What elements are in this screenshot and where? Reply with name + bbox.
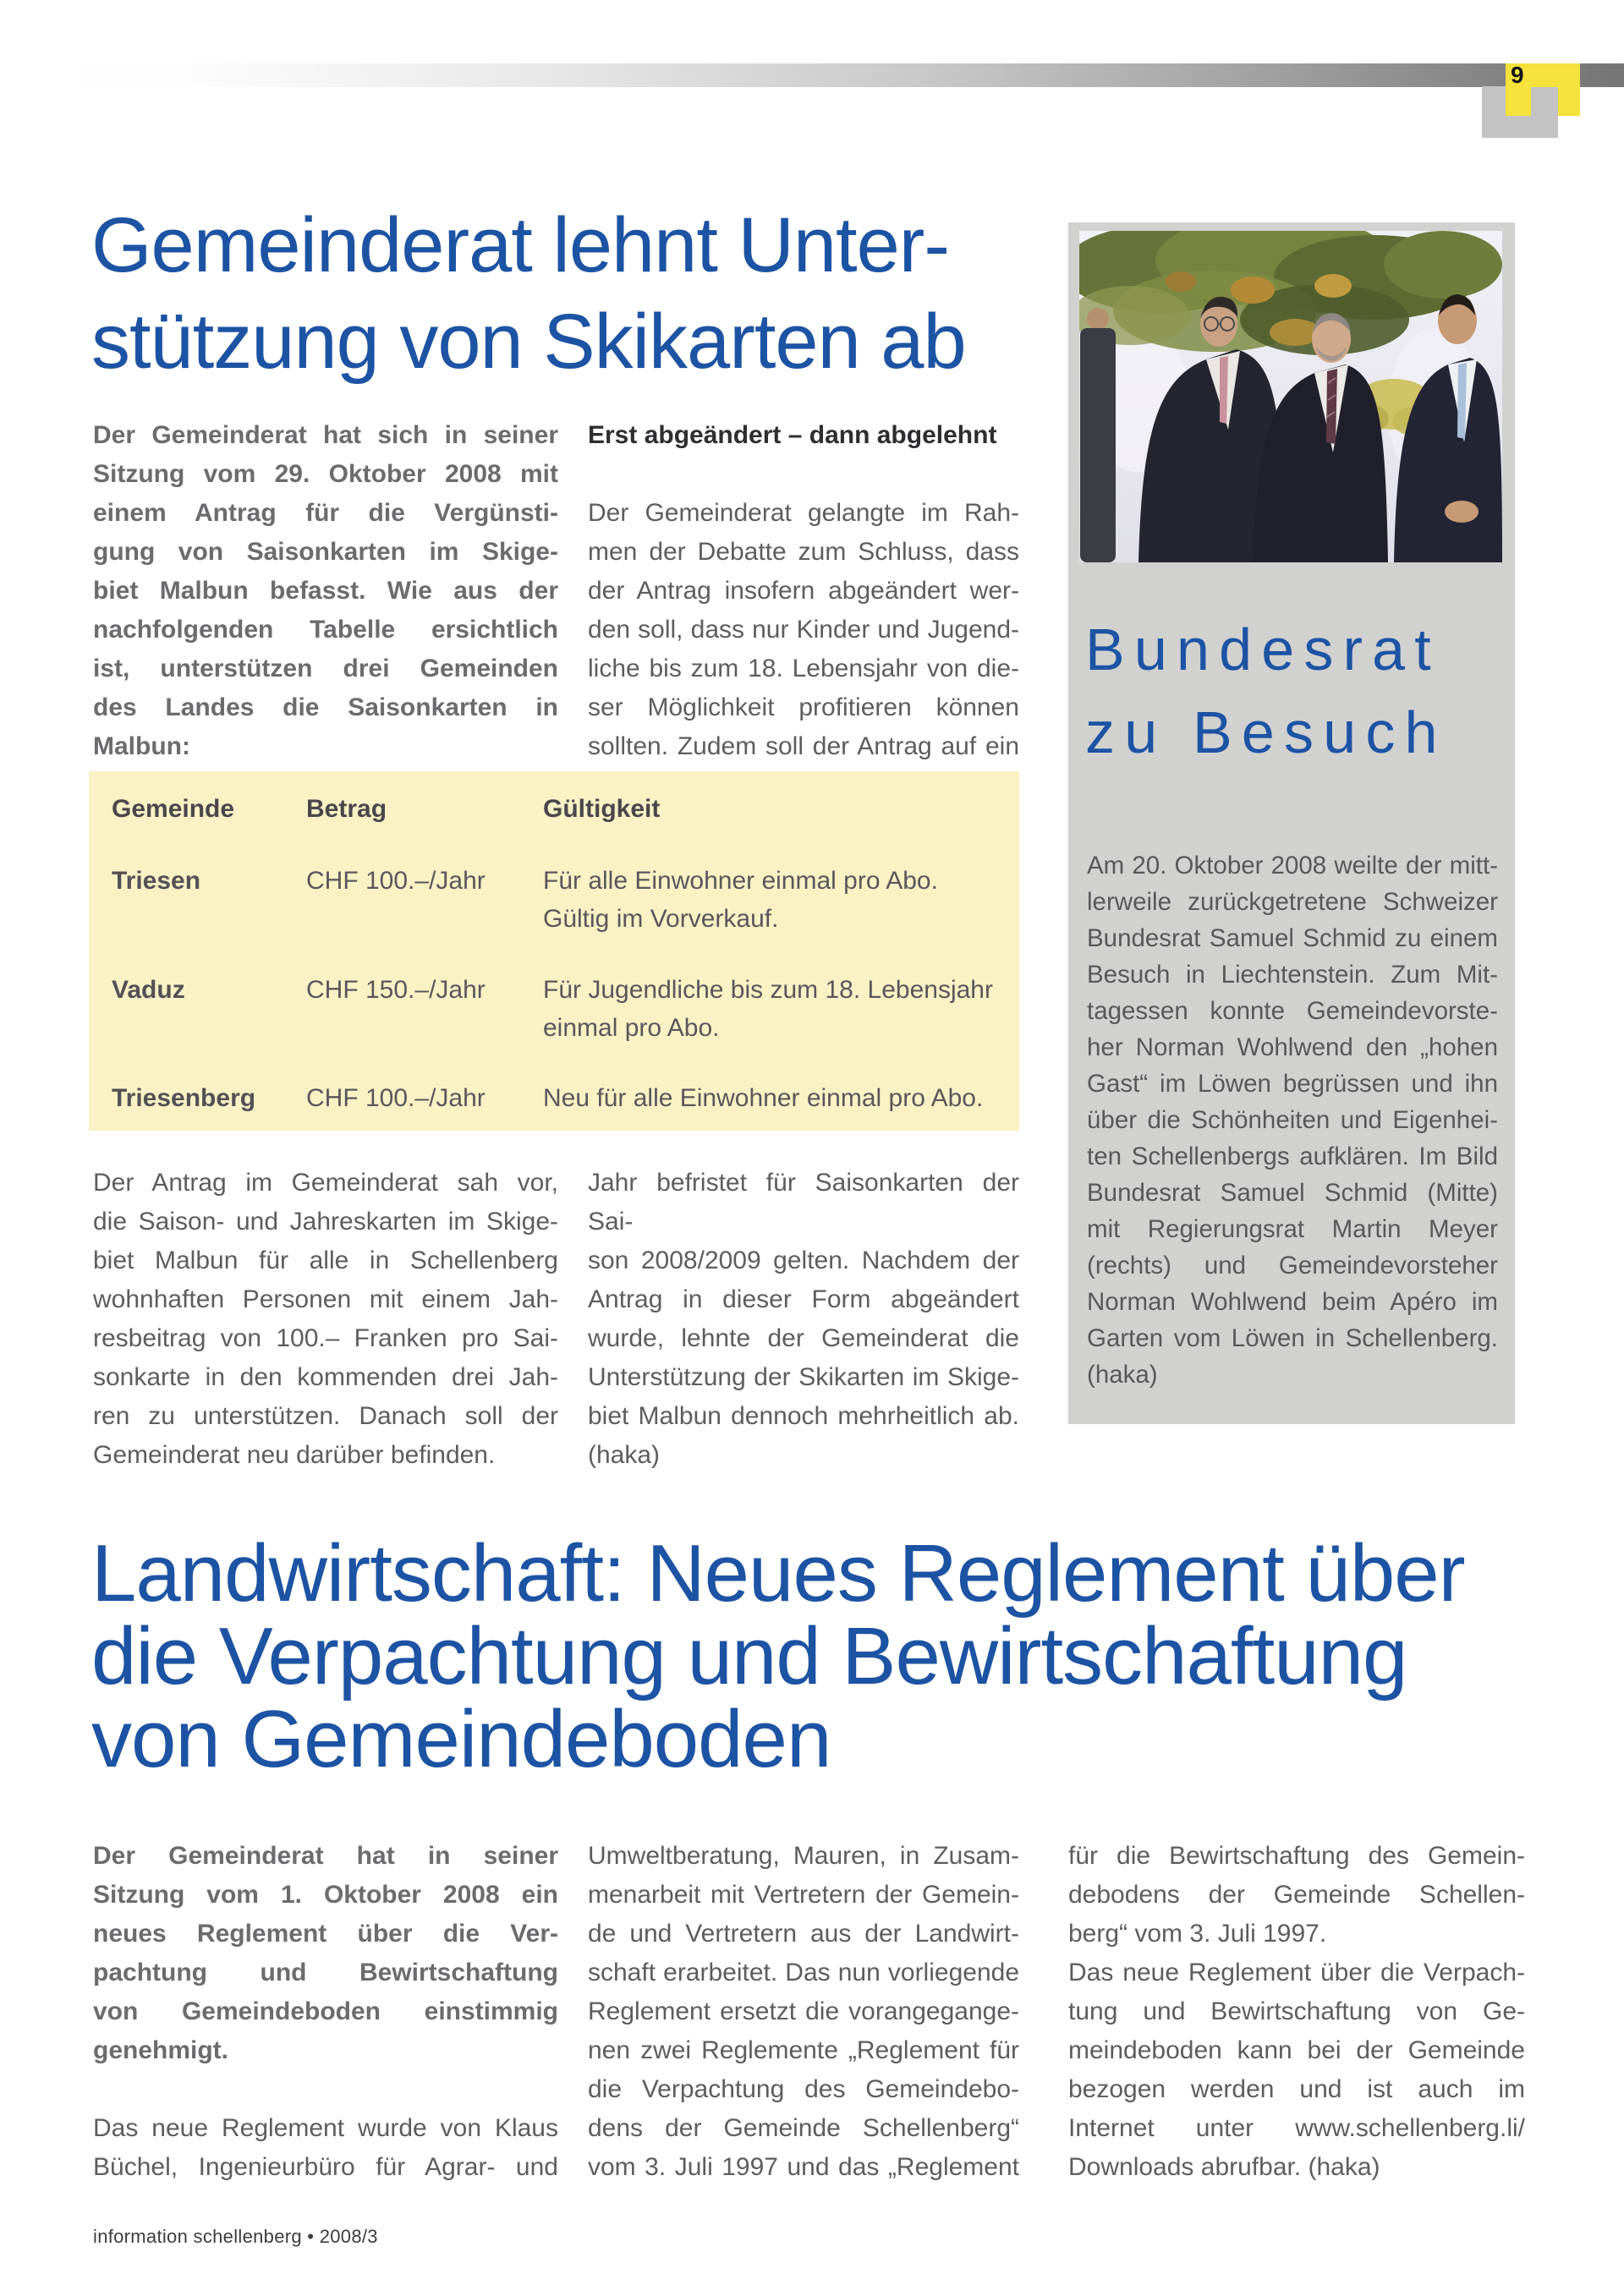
text-line: debodens der Gemeinde Schellen- [1068, 1881, 1525, 1909]
article2-col3-paragraphs [1068, 1837, 1525, 2187]
text-line: einem Antrag für die Vergünsti- [93, 499, 558, 527]
text-line: Das neue Reglement wurde von Klaus [93, 2114, 558, 2142]
article1-col2-paragraph2 [588, 1164, 1019, 1475]
paragraph [1068, 1837, 1525, 1954]
page-number-tab-right [1558, 87, 1580, 116]
text-line: Umweltberatung, Mauren, in Zusam- [588, 1842, 1019, 1870]
text-line: genehmigt. [93, 2036, 229, 2064]
text-line: liche bis zum 18. Lebensjahr von die- [588, 655, 1019, 682]
text-line: Sitzung vom 29. Oktober 2008 mit [93, 460, 558, 488]
text-line: neues Reglement über die Ver- [93, 1920, 558, 1948]
text-line: Der Antrag im Gemeinderat sah vor, [93, 1169, 558, 1197]
text-line: Jahr befristet für Saisonkarten der Sai- [588, 1169, 1019, 1236]
table-cell-gemeinde: Triesen [112, 867, 201, 895]
headline-line: die Verpachtung und Bewirtschaftung [91, 1611, 1407, 1701]
text-line: tagessen konnte Gemeindevorste- [1087, 997, 1498, 1025]
paragraph [1068, 1954, 1525, 2187]
text-line: ren zu unterstützen. Danach soll der [93, 1402, 558, 1430]
text-line: von Gemeindeboden einstimmig [93, 1997, 558, 2025]
table-cell-gueltigkeit [543, 1079, 1000, 1117]
table-cell-betrag: CHF 100.–/Jahr [306, 867, 486, 895]
text-line: Besuch in Liechtenstein. Zum Mit- [1087, 961, 1498, 989]
text-line: Für alle Einwohner einmal pro Abo. [543, 867, 938, 895]
text-line: Neu für alle Einwohner einmal pro Abo. [543, 1084, 984, 1112]
text-line: ist, unterstützen drei Gemeinden [93, 655, 558, 682]
table-cell-gueltigkeit [543, 862, 1000, 938]
ski-pass-table [89, 771, 1019, 1131]
article1-subheading: Erst abgeändert – dann abgelehnt [588, 421, 997, 449]
text-line: Der Gemeinderat hat sich in seiner [93, 421, 558, 449]
text-line: her Norman Wohlwend den „hohen [1087, 1033, 1498, 1061]
text-line: biet Malbun für alle in Schellenberg [93, 1247, 558, 1274]
text-line: nachfolgenden Tabelle ersichtlich [93, 616, 558, 644]
text-line: Am 20. Oktober 2008 weilte der mitt- [1087, 852, 1498, 879]
sidebar-headline-line: zu Besuch [1085, 699, 1447, 765]
article2-headline [91, 1528, 1605, 1784]
text-line: bezogen werden und ist auch im [1068, 2075, 1525, 2103]
text-line: ser Möglichkeit profitieren können [588, 693, 1019, 721]
text-line: Reglement ersetzt die vorangegange- [588, 1997, 1019, 2025]
text-line: Büchel, Ingenieurbüro für Agrar- und [93, 2153, 558, 2181]
text-line: son 2008/2009 gelten. Nachdem der [588, 1247, 1019, 1274]
text-line: menarbeit mit Vertretern der Gemein- [588, 1881, 1019, 1909]
text-line: Für Jugendliche bis zum 18. Lebensjahr [543, 976, 993, 1004]
article1-headline [91, 197, 1140, 390]
sidebar-headline-line: Bundesrat [1085, 616, 1440, 682]
sidebar-headline [1085, 608, 1508, 774]
text-line: Downloads abrufbar. (haka) [1068, 2153, 1380, 2181]
text-line: Gast“ im Löwen begrüssen und ihn [1087, 1070, 1498, 1098]
text-line: Der Gemeinderat hat in seiner [93, 1842, 558, 1870]
text-line: Bundesrat Samuel Schmid zu einem [1087, 924, 1498, 952]
text-line: pachtung und Bewirtschaftung [93, 1959, 558, 1986]
article1-col2-paragraph [588, 494, 1019, 766]
text-line: Garten vom Löwen in Schellenberg. [1087, 1324, 1498, 1352]
text-line: biet Malbun dennoch mehrheitlich ab. [588, 1402, 1019, 1430]
table-header-gemeinde: Gemeinde [112, 795, 235, 823]
table-cell-gemeinde: Triesenberg [112, 1084, 256, 1112]
table-header-gueltigkeit: Gültigkeit [543, 795, 661, 823]
headline-line: Gemeinderat lehnt Unter- [91, 202, 950, 288]
article2-lead-paragraph [93, 1837, 558, 2070]
text-line: für die Bewirtschaftung des Gemein- [1068, 1842, 1525, 1870]
text-line: dens der Gemeinde Schellenberg“ [588, 2114, 1019, 2142]
text-line: wohnhaften Personen mit einem Jah- [93, 1285, 558, 1313]
text-line: mit Regierungsrat Martin Meyer [1087, 1215, 1498, 1243]
text-line: berg“ vom 3. Juli 1997. [1068, 1920, 1327, 1948]
text-line: gung von Saisonkarten im Skige- [93, 538, 558, 566]
text-line: Der Gemeinderat gelangte im Rah- [588, 499, 1019, 527]
table-cell-betrag: CHF 150.–/Jahr [306, 976, 486, 1004]
text-line: vom 3. Juli 1997 und das „Reglement [588, 2153, 1019, 2181]
page-number: 9 [1511, 62, 1524, 88]
text-line: (haka) [1087, 1361, 1158, 1389]
footer-imprint: information schellenberg • 2008/3 [93, 2226, 378, 2247]
article1-col1-paragraph2 [93, 1164, 558, 1475]
headline-line: von Gemeindeboden [91, 1694, 831, 1784]
text-line: sonkarte in den kommenden drei Jah- [93, 1363, 558, 1391]
table-cell-gueltigkeit [543, 971, 1000, 1047]
text-line: Sitzung vom 1. Oktober 2008 ein [93, 1881, 558, 1909]
page-number-tab-left [1506, 87, 1531, 116]
text-line: nen zwei Reglemente „Reglement für [588, 2036, 1019, 2064]
article1-lead-paragraph [93, 416, 558, 766]
text-line: de und Vertretern aus der Landwirt- [588, 1920, 1019, 1948]
text-line: der Antrag insofern abgeändert wer- [588, 577, 1019, 605]
header-gradient-bar [59, 63, 1624, 87]
text-line: men der Debatte zum Schluss, dass [588, 538, 1019, 566]
text-line: Norman Wohlwend beim Apéro im [1087, 1288, 1498, 1316]
text-line: tung und Bewirtschaftung von Ge- [1068, 1997, 1525, 2025]
apero-photo [1079, 231, 1502, 562]
headline-line: Landwirtschaft: Neues Reglement über [91, 1528, 1465, 1619]
text-line: (rechts) und Gemeindevorsteher [1087, 1252, 1498, 1280]
text-line: Malbun: [93, 732, 190, 760]
text-line: resbeitrag von 100.– Franken pro Sai- [93, 1324, 558, 1352]
text-line: Bundesrat Samuel Schmid (Mitte) [1087, 1179, 1498, 1207]
text-line: Antrag in dieser Form abgeändert [588, 1285, 1019, 1313]
text-line: die Verpachtung des Gemeindebo- [588, 2075, 1019, 2103]
table-header-betrag: Betrag [306, 795, 387, 823]
text-line: (haka) [588, 1441, 661, 1469]
text-line: den soll, dass nur Kinder und Jugend- [588, 616, 1019, 644]
text-line: sollten. Zudem soll der Antrag auf ein [588, 732, 1019, 760]
article2-col2-paragraph [588, 1837, 1019, 2187]
text-line: des Landes die Saisonkarten in [93, 693, 558, 721]
text-line: ten Schellenbergs aufklären. Im Bild [1087, 1143, 1498, 1170]
table-cell-betrag: CHF 100.–/Jahr [306, 1084, 486, 1112]
text-line: Gemeinderat neu darüber befinden. [93, 1441, 496, 1469]
text-line: Unterstützung der Skikarten im Skige- [588, 1363, 1019, 1391]
text-line: über die Schönheiten und Eigenhei- [1087, 1106, 1498, 1134]
text-line: wurde, lehnte der Gemeinderat die [588, 1324, 1019, 1352]
apero-photo-illustration [1079, 231, 1502, 562]
article2-col1-paragraph [93, 2109, 558, 2187]
text-line: lerweile zurückgetretene Schweizer [1087, 888, 1498, 916]
table-cell-gemeinde: Vaduz [112, 976, 185, 1004]
sidebar-paragraph [1087, 847, 1498, 1393]
text-line: meindeboden kann bei der Gemeinde [1068, 2036, 1525, 2064]
text-line: biet Malbun befasst. Wie aus der [93, 577, 558, 605]
headline-line: stützung von Skikarten ab [91, 299, 966, 385]
text-line: Gültig im Vorverkauf. [543, 905, 779, 933]
text-line: Das neue Reglement über die Verpach- [1068, 1959, 1525, 1986]
text-line: schaft erarbeitet. Das nun vorliegende [588, 1959, 1019, 1986]
text-line: einmal pro Abo. [543, 1014, 720, 1042]
text-line: Internet unter www.schellenberg.li/ [1068, 2114, 1525, 2142]
text-line: die Saison- und Jahreskarten im Skige- [93, 1208, 558, 1236]
